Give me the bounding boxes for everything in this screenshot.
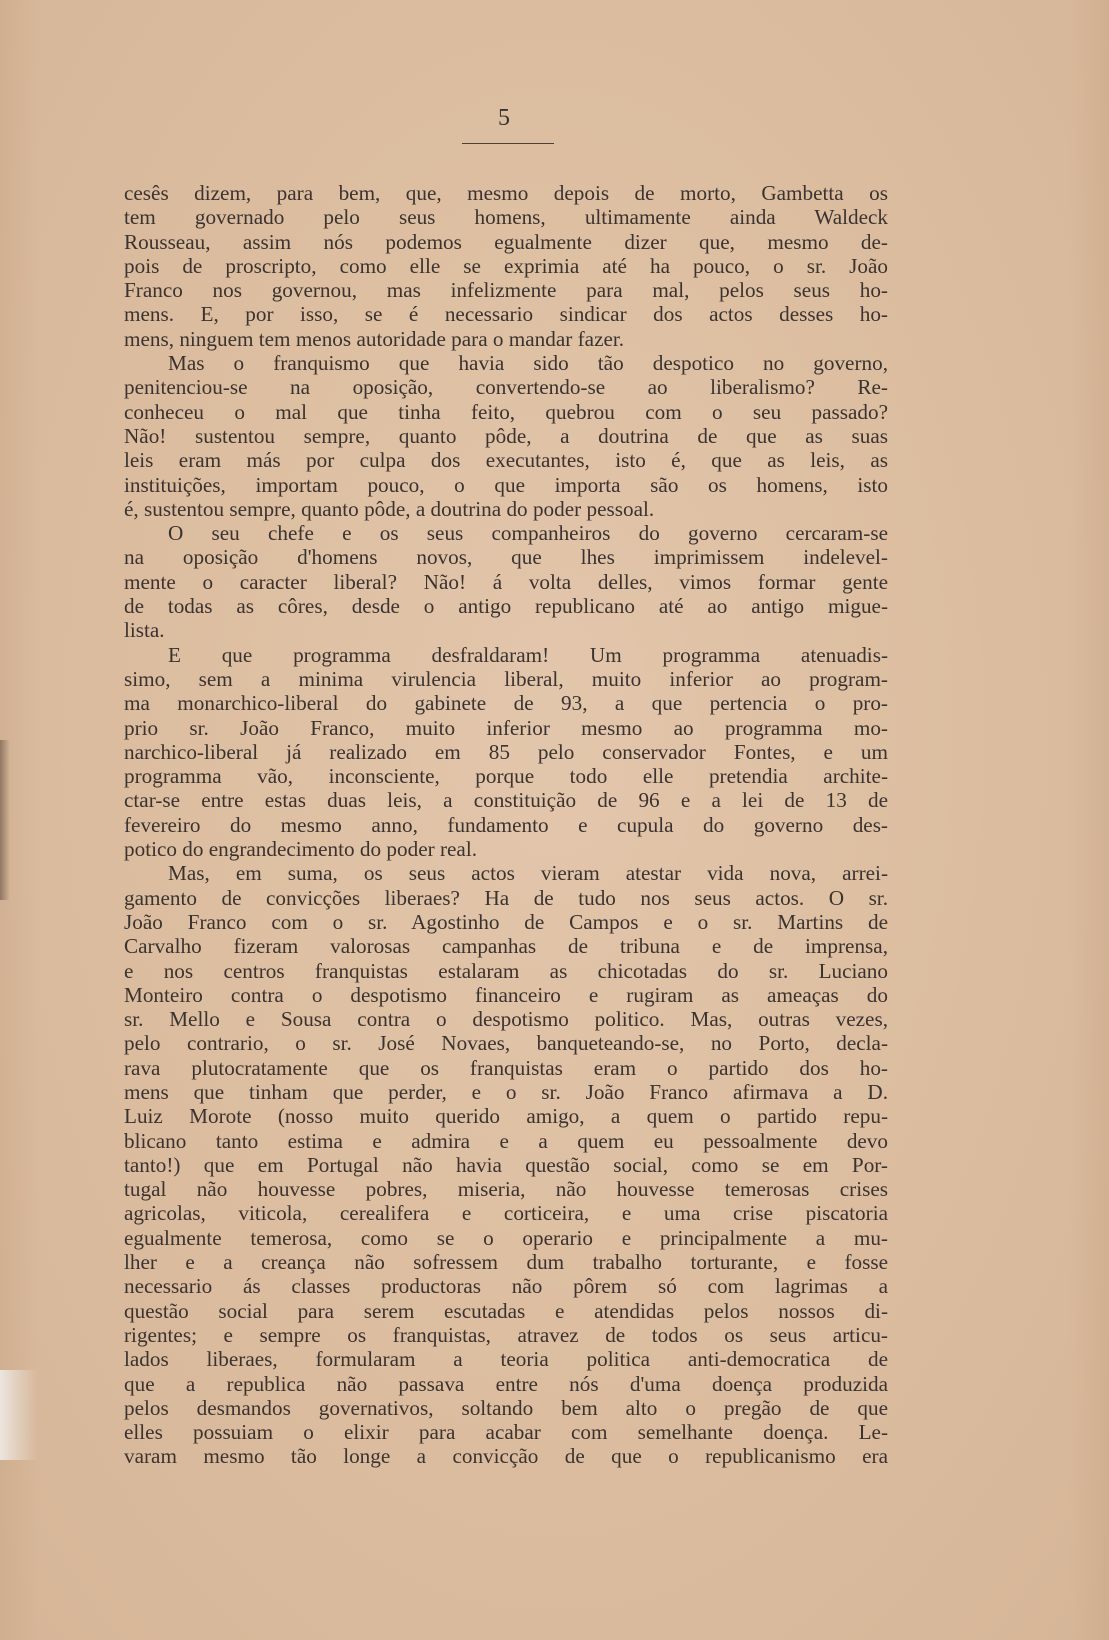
body-text: [124, 181, 888, 1469]
text-line: mens, ninguem tem menos autoridade para o mandar fazer.: [124, 326, 625, 351]
text-line: é, sustentou sempre, quanto pôde, a doutrina do poder pessoal.: [124, 496, 655, 521]
text-line: questão social para serem escutadas e atendidas pelos nossos di-: [124, 1298, 888, 1323]
text-line: que a republica não passava entre nós d'uma doença produzida: [124, 1371, 888, 1396]
text-line: Não! sustentou sempre, quanto pôde, a doutrina de que as suas: [124, 423, 888, 448]
text-line: instituições, importam pouco, o que importa são os homens, isto: [124, 472, 888, 497]
text-line: conheceu o mal que tinha feito, quebrou com o seu passado?: [124, 399, 888, 424]
text-line: elles possuiam o elixir para acabar com semelhante doença. Le-: [124, 1420, 888, 1445]
text-line: pelos desmandos governativos, soltando bem alto o pregão de que: [124, 1395, 888, 1420]
text-line: egualmente temerosa, como se o operario e principalmente a mu-: [124, 1225, 888, 1250]
text-line: pois de proscripto, como elle se exprimia até ha pouco, o sr. João: [124, 253, 888, 278]
text-line: rava plutocratamente que os franquistas eram o partido dos ho-: [124, 1055, 888, 1080]
page-number: 5: [498, 105, 511, 131]
text-line: Franco nos governou, mas infelizmente para mal, pelos seus ho-: [124, 278, 888, 303]
text-line: Luiz Morote (nosso muito querido amigo, a quem o partido repu-: [124, 1104, 888, 1129]
text-line: e nos centros franquistas estalaram as chicotadas do sr. Luciano: [124, 958, 888, 983]
text-line: Monteiro contra o despotismo financeiro e rugiram as ameaças do: [124, 982, 888, 1007]
text-line: Mas o franquismo que havia sido tão despotico no governo,: [168, 351, 888, 376]
text-line: tanto!) que em Portugal não havia questão social, como se em Por-: [124, 1152, 888, 1177]
text-line: tem governado pelo seus homens, ultimamente ainda Waldeck: [124, 205, 888, 230]
text-line: gamento de convicções liberaes? Ha de tudo nos seus actos. O sr.: [124, 885, 888, 910]
text-line: mens que tinham que perder, e o sr. João Franco afirmava a D.: [124, 1079, 888, 1104]
text-line: narchico-liberal já realizado em 85 pelo conservador Fontes, e um: [124, 739, 888, 764]
text-line: tugal não houvesse pobres, miseria, não houvesse temerosas crises: [124, 1177, 888, 1202]
text-line: O seu chefe e os seus companheiros do governo cercaram-se: [168, 521, 888, 546]
text-line: simo, sem a minima virulencia liberal, muito inferior ao program-: [124, 666, 888, 691]
text-line: João Franco com o sr. Agostinho de Campos e o sr. Martins de: [124, 909, 888, 934]
text-line: cesês dizem, para bem, que, mesmo depois de morto, Gambetta os: [124, 181, 888, 205]
text-line: lados liberaes, formularam a teoria politica anti-democratica de: [124, 1347, 888, 1372]
text-line: varam mesmo tão longe a convicção de que o republicanismo era: [124, 1444, 888, 1469]
text-line: mens. E, por isso, se é necessario sindicar dos actos desses ho-: [124, 302, 888, 327]
text-line: sr. Mello e Sousa contra o despotismo politico. Mas, outras vezes,: [124, 1007, 888, 1032]
text-line: de todas as côres, desde o antigo republicano até ao antigo migue-: [124, 594, 888, 619]
text-line: ma monarchico-liberal do gabinete de 93, a que pertencia o pro-: [124, 691, 888, 716]
text-line: na oposição d'homens novos, que lhes imprimissem indelevel-: [124, 545, 888, 570]
text-line: E que programma desfraldaram! Um programma atenuadis-: [168, 642, 888, 667]
text-line: blicano tanto estima e admira e a quem eu pessoalmente devo: [124, 1128, 888, 1153]
text-line: prio sr. João Franco, muito inferior mesmo ao programma mo-: [124, 715, 888, 740]
text-line: pelo contrario, o sr. José Novaes, banqueteando-se, no Porto, decla-: [124, 1031, 888, 1056]
text-line: potico do engrandecimento do poder real.: [124, 837, 477, 862]
text-line: programma vão, inconsciente, porque todo elle pretendia archite-: [124, 764, 888, 789]
text-line: Rousseau, assim nós podemos egualmente dizer que, mesmo de-: [124, 229, 888, 254]
page-edge-tear: [0, 1370, 38, 1460]
text-line: penitenciou-se na oposição, convertendo-se ao liberalismo? Re-: [124, 375, 888, 400]
text-line: lher e a creança não sofressem dum trabalho torturante, e fosse: [124, 1250, 888, 1275]
text-line: ctar-se entre estas duas leis, a constituição de 96 e a lei de 13 de: [124, 788, 888, 813]
text-line: agricolas, viticola, cerealifera e corticeira, e uma crise piscatoria: [124, 1201, 888, 1226]
header-rule: [462, 143, 554, 144]
page-edge-shadow: [0, 740, 10, 900]
text-line: lista.: [124, 618, 165, 643]
text-line: Carvalho fizeram valorosas campanhas de tribuna e de imprensa,: [124, 934, 888, 959]
text-line: Mas, em suma, os seus actos vieram atestar vida nova, arrei-: [168, 861, 888, 886]
text-line: fevereiro do mesmo anno, fundamento e cupula do governo des-: [124, 812, 888, 837]
text-line: leis eram más por culpa dos executantes, isto é, que as leis, as: [124, 448, 888, 473]
text-line: necessario ás classes productoras não pôrem só com lagrimas a: [124, 1274, 888, 1299]
text-line: rigentes; e sempre os franquistas, atravez de todos os seus articu-: [124, 1322, 888, 1347]
text-line: mente o caracter liberal? Não! á volta delles, vimos formar gente: [124, 569, 888, 594]
